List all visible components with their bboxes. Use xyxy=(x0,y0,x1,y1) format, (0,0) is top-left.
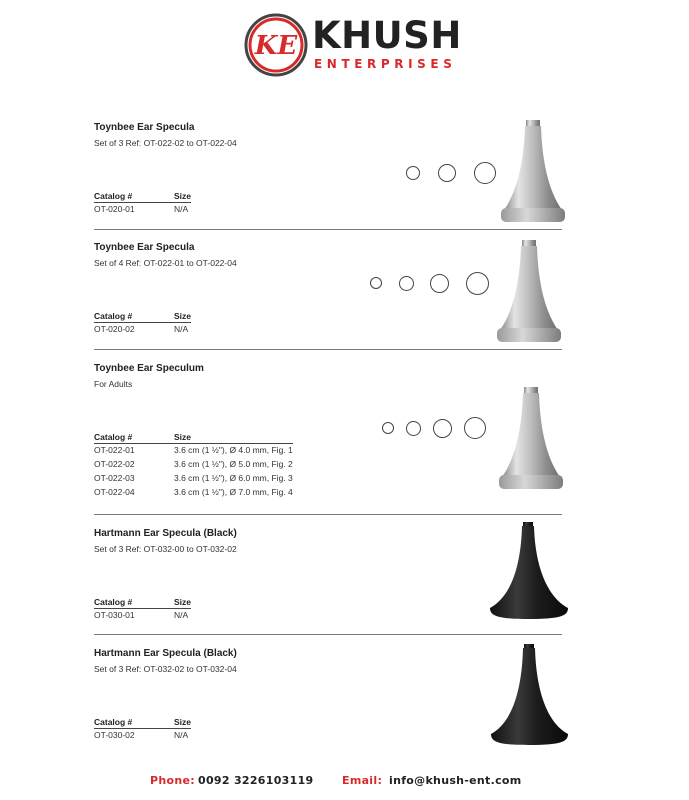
size-value: 3.6 cm (1 ½"), Ø 4.0 mm, Fig. 1 xyxy=(174,445,293,456)
catalog-table xyxy=(94,310,191,336)
size-header: Size xyxy=(174,716,192,727)
size-value: N/A xyxy=(174,324,189,335)
silver-speculum-icon xyxy=(498,120,568,226)
size-circle xyxy=(406,421,421,436)
table-row xyxy=(94,322,191,336)
email-label: Email: xyxy=(342,774,383,787)
section-divider xyxy=(94,229,562,230)
catalog-number: OT-030-01 xyxy=(94,610,135,621)
section-subtitle: Set of 3 Ref: OT-032-02 to OT-032-04 xyxy=(94,664,237,674)
section-title: Hartmann Ear Specula (Black) xyxy=(94,528,237,539)
catalog-header: Catalog # xyxy=(94,310,174,322)
table-row xyxy=(94,202,191,216)
product-section-1 xyxy=(0,118,689,236)
section-divider xyxy=(94,634,562,635)
size-header: Size xyxy=(174,596,192,607)
catalog-table xyxy=(94,431,293,499)
catalog-header: Catalog # xyxy=(94,190,174,202)
section-subtitle: Set of 3 Ref: OT-032-00 to OT-032-02 xyxy=(94,544,237,554)
catalog-table xyxy=(94,716,191,742)
size-circle xyxy=(433,419,452,438)
size-circle xyxy=(399,276,414,291)
product-section-2 xyxy=(0,238,689,356)
logo-badge-icon xyxy=(244,13,308,77)
size-header: Size xyxy=(174,310,192,321)
product-section-5 xyxy=(0,644,689,762)
catalog-table xyxy=(94,596,191,622)
size-value: 3.6 cm (1 ½"), Ø 5.0 mm, Fig. 2 xyxy=(174,459,293,469)
section-title: Hartmann Ear Specula (Black) xyxy=(94,648,237,659)
phone-number: 0092 3226103119 xyxy=(198,774,314,787)
phone-label: Phone: xyxy=(150,774,195,787)
catalog-number: OT-030-02 xyxy=(94,730,135,741)
size-circle xyxy=(464,417,486,439)
size-circle xyxy=(430,274,449,293)
section-divider xyxy=(94,349,562,350)
product-section-3 xyxy=(0,359,689,515)
black-speculum-icon xyxy=(490,644,570,748)
size-circle xyxy=(406,166,420,180)
section-subtitle: Set of 3 Ref: OT-022-02 to OT-022-04 xyxy=(94,138,237,148)
page-header xyxy=(0,0,689,100)
section-subtitle: For Adults xyxy=(94,379,133,389)
section-title: Toynbee Ear Specula xyxy=(94,242,195,253)
size-circle xyxy=(466,272,489,295)
catalog-number: OT-020-01 xyxy=(94,204,135,215)
size-value: 3.6 cm (1 ½"), Ø 7.0 mm, Fig. 4 xyxy=(174,487,293,497)
section-title: Toynbee Ear Specula xyxy=(94,122,195,133)
size-circle xyxy=(474,162,496,184)
section-subtitle: Set of 4 Ref: OT-022-01 to OT-022-04 xyxy=(94,258,237,268)
page-footer xyxy=(0,770,689,794)
catalog-table xyxy=(94,190,191,216)
size-circle xyxy=(438,164,456,182)
table-row xyxy=(94,728,191,742)
brand-name: KHUSH xyxy=(312,14,462,57)
catalog-header: Catalog # xyxy=(94,431,174,443)
brand-subtitle: ENTERPRISES xyxy=(314,57,457,71)
size-circle xyxy=(382,422,394,434)
logo-badge-text: KE xyxy=(254,31,298,61)
silver-speculum-icon xyxy=(496,387,566,493)
table-row xyxy=(94,471,293,485)
size-circle xyxy=(370,277,382,289)
email-link[interactable]: info@khush-ent.com xyxy=(389,774,522,787)
catalog-number: OT-022-01 xyxy=(94,445,135,456)
table-row xyxy=(94,485,293,499)
catalog-header: Catalog # xyxy=(94,596,174,608)
table-row xyxy=(94,608,191,622)
catalog-header: Catalog # xyxy=(94,716,174,728)
size-header: Size xyxy=(174,431,293,443)
catalog-number: OT-022-02 xyxy=(94,459,135,469)
size-header: Size xyxy=(174,190,192,201)
black-speculum-icon xyxy=(488,522,570,622)
size-value: 3.6 cm (1 ½"), Ø 6.0 mm, Fig. 3 xyxy=(174,473,293,483)
catalog-number: OT-022-03 xyxy=(94,473,135,483)
catalog-number: OT-020-02 xyxy=(94,324,135,335)
section-title: Toynbee Ear Speculum xyxy=(94,363,204,374)
section-divider xyxy=(94,514,562,515)
size-value: N/A xyxy=(174,610,189,621)
catalog-number: OT-022-04 xyxy=(94,487,135,497)
product-section-4 xyxy=(0,524,689,642)
silver-speculum-icon xyxy=(494,240,564,346)
table-row xyxy=(94,457,293,471)
size-value: N/A xyxy=(174,730,189,741)
size-value: N/A xyxy=(174,204,189,215)
table-row xyxy=(94,443,293,457)
